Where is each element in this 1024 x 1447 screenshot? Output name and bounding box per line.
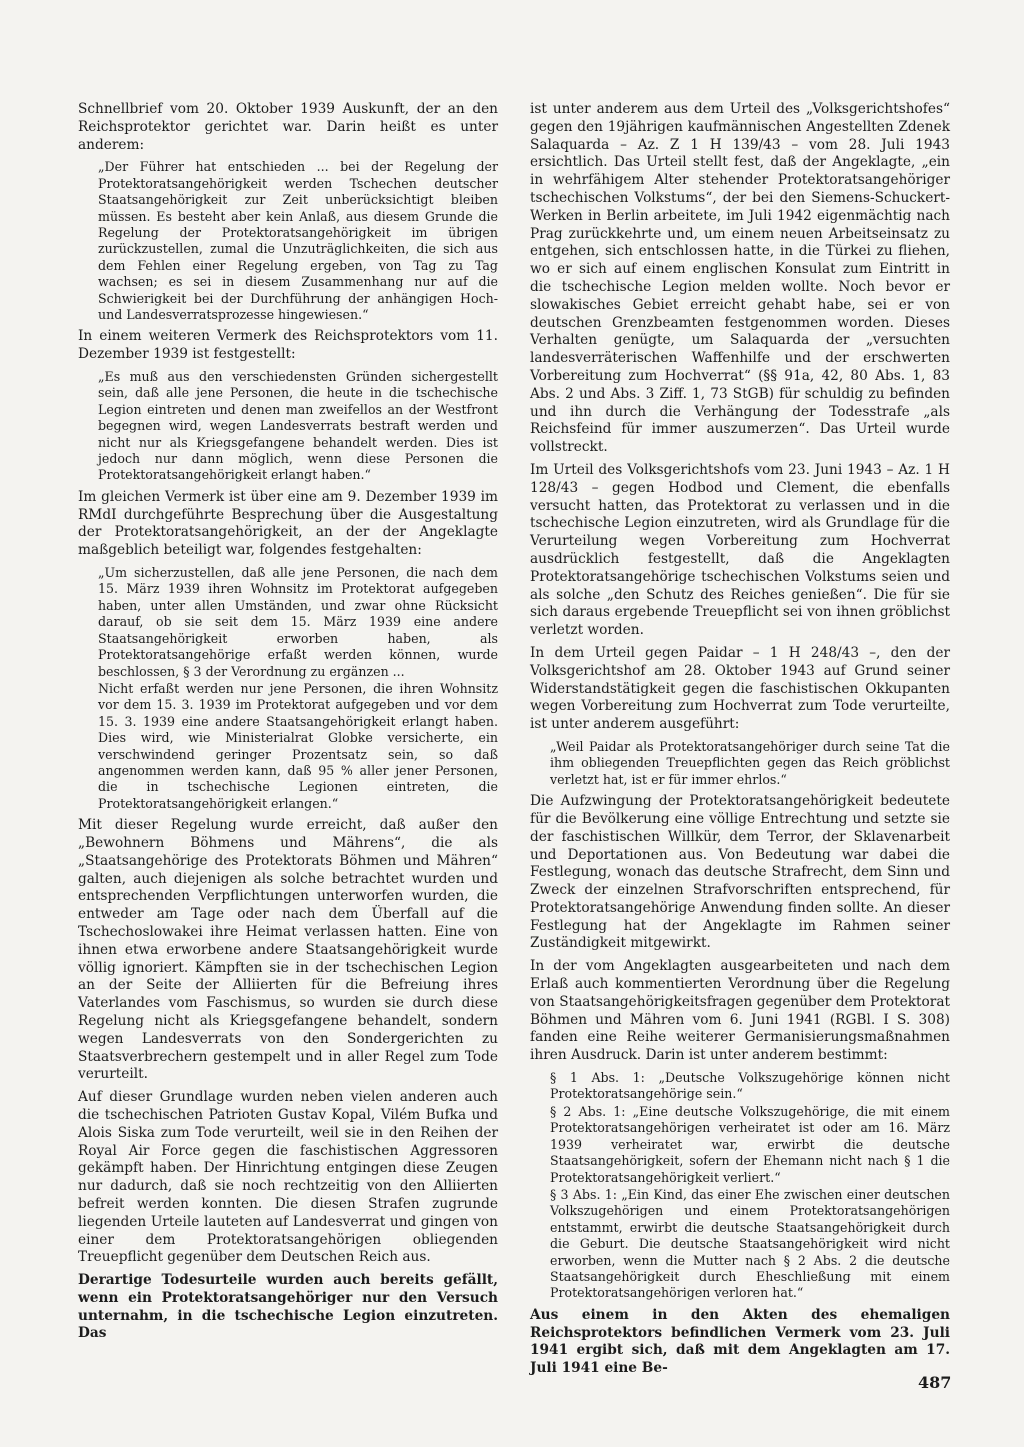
left-column [78, 101, 498, 1348]
block-quote: § 3 Abs. 1: „Ein Kind, das einer Ehe zwischen einer deutschen Volkszugehörigen und einem Protektoratsangehörigen entstammt, erwirbt die deutsche Staatsangehörigkeit durch die Geburt. Die deutsche Staatsangehörigkeit wird nicht erworben, wenn die Mutter nach § 2 Abs. 2 die deutsche Staatsangehörigkeit durch Eheschließung mit einem Protektoratsangehörigen verloren hat.“ [550, 1186, 950, 1301]
block-quote: Nicht erfaßt werden nur jene Personen, die ihren Wohnsitz vor dem 15. 3. 1939 im Protektorat aufgegeben und vor dem 15. 3. 1939 eine andere Staatsangehörigkeit erlangt haben. Dies wird, wie Ministerialrat Globke versicherte, ein verschwindend geringer Prozentsatz sein, so daß angenommen werden kann, daß 95 % aller jener Personen, die in tschechische Legionen eintreten, die Protektoratsangehörigkeit erlangen.“ [98, 680, 498, 811]
paragraph: In dem Urteil gegen Paidar – 1 H 248/43 –, den der Volksgerichtshof am 28. Oktober 1943 auf Grund seiner Widerstandstätigkeit gegen die faschistischen Okkupanten wegen Vorbereitung zum Hochverrat zum Tode verurteilte, ist unter anderem ausgeführt: [530, 644, 950, 733]
paragraph-bold: Aus einem in den Akten des ehemaligen Reichsprotektors befindlichen Vermerk vom 23. Juli 1941 ergibt sich, daß mit dem Angeklagten am 17. Juli 1941 eine Be- [530, 1306, 950, 1377]
paragraph: In der vom Angeklagten ausgearbeiteten und nach dem Erlaß auch kommentierten Verordnung über die Regelung von Staatsangehörigkeitsfragen gegenüber dem Protektorat Böhmen und Mähren vom 6. Juni 1941 (RGBl. I S. 308) fanden eine Reihe weiterer Germanisierungsmaßnahmen ihren Ausdruck. Darin ist unter anderem bestimmt: [530, 958, 950, 1064]
block-quote: „Der Führer hat entschieden ... bei der Regelung der Protektoratsangehörigkeit werden Tschechen deutscher Staatsangehörigkeit zur Zeit unberücksichtigt bleiben müssen. Es besteht aber kein Anlaß, aus diesem Grunde die Regelung der Protektoratsangehörigkeit im übrigen zurückzustellen, zumal die Unzuträglichkeiten, die sich aus dem Fehlen einer Regelung ergeben, von Tag zu Tag wachsen; es sei in diesem Zusammenhang nur auf die Schwierigkeit bei der Durchführung der anhängigen Hoch- und Landesverratsprozesse hingewiesen.“ [98, 159, 498, 323]
block-quote: § 2 Abs. 1: „Eine deutsche Volkszugehörige, die mit einem Protektoratsangehörigen verheiratet ist oder am 16. März 1939 verheiratet war, erwirbt die deutsche Staatsangehörigkeit, sofern der Ehemann nicht nach § 1 die Protektoratsangehörigkeit verliert.“ [550, 1103, 950, 1185]
paragraph: Schnellbrief vom 20. Oktober 1939 Auskunft, der an den Reichsprotektor gerichtet war. Darin heißt es unter anderem: [78, 101, 498, 153]
paragraph: In einem weiteren Vermerk des Reichsprotektors vom 11. Dezember 1939 ist festgestellt: [78, 328, 498, 363]
paragraph: Im Urteil des Volksgerichtshofs vom 23. Juni 1943 – Az. 1 H 128/43 – gegen Hodbod und Clement, die ebenfalls versucht hatten, das Protektorat zu verlassen und in die tschechische Legion einzutreten, wird als Grundlage für die Verurteilung wegen Vorbereitung zum Hochverrat ausdrücklich festgestellt, daß die Angeklagten Protektoratsangehörige tschechischen Volkstums seien und als solche „den Schutz des Reiches genießen“. Die für sie sich daraus ergebende Treuepflicht sei von ihnen gröblichst verletzt worden. [530, 461, 950, 639]
block-quote: „Es muß aus den verschiedensten Gründen sichergestellt sein, daß alle jene Personen, die heute in die tschechische Legion eintreten und denen man zweifellos an der Westfront begegnen wird, wegen Landesverrats bestraft werden und nicht nur als Kriegsgefangene behandelt werden. Dies ist jedoch nur dann möglich, wenn diese Personen die Protektoratsangehörigkeit erlangt haben.“ [98, 369, 498, 483]
right-column [530, 101, 950, 1383]
block-quote: „Weil Paidar als Protektoratsangehöriger durch seine Tat die ihm obliegenden Treuepflichten gegen das Reich gröblichst verletzt hat, ist er für immer ehrlos.“ [550, 738, 950, 787]
page-number: 487 [918, 1373, 952, 1392]
paragraph: Auf dieser Grundlage wurden neben vielen anderen auch die tschechischen Patrioten Gustav Kopal, Vilém Bufka und Alois Siska zum Tode verurteilt, weil sie in den Reihen der Royal Air Force gegen die faschistischen Aggressoren gekämpft haben. Der Hinrichtung entgingen diese Zeugen nur dadurch, daß sie noch rechtzeitig von den Alliierten befreit werden konnten. Die diesen Strafen zugrunde liegenden Urteile lauteten auf Landesverrat und gingen von einer dem Protektoratsangehörigen obliegenden Treuepflicht gegenüber dem Deutschen Reich aus. [78, 1089, 498, 1266]
paragraph: Im gleichen Vermerk ist über eine am 9. Dezember 1939 im RMdI durchgeführte Besprechung über die Ausgestaltung der Protektoratsangehörigkeit, an der der Angeklagte maßgeblich beteiligt war, folgendes festgehalten: [78, 488, 498, 559]
paragraph: Die Aufzwingung der Protektoratsangehörigkeit bedeutete für die Bevölkerung eine völlige Entrechtung und setzte sie der faschistischen Willkür, dem Terror, der Sklavenarbeit und Deportationen aus. Von Bedeutung war dabei die Festlegung, wonach das deutsche Strafrecht, dem Sinn und Zweck der einzelnen Strafvorschriften entsprechend, für Protektoratsangehörige Anwendung finden sollte. An dieser Festlegung hat der Angeklagte im Rahmen seiner Zuständigkeit mitgewirkt. [530, 793, 950, 952]
block-quote: „Um sicherzustellen, daß alle jene Personen, die nach dem 15. März 1939 ihren Wohnsitz im Protektorat aufgegeben haben, unter allen Umständen, und zwar ohne Rücksicht darauf, ob sie seit dem 15. März 1939 eine andere Staatsangehörigkeit erworben haben, als Protektoratsangehörige erfaßt werden können, wurde beschlossen, § 3 der Verordnung zu ergänzen ... [98, 565, 498, 679]
paragraph: Mit dieser Regelung wurde erreicht, daß außer den „Bewohnern Böhmens und Mährens“, die als „Staatsangehörige des Protektorats Böhmen und Mähren“ galten, auch diejenigen als solche betrachtet wurden und entsprechenden Verpflichtungen unterworfen wurden, die entweder am Tage oder nach dem Überfall auf die Tschechoslowakei ihre Heimat verlassen hatten. Eine von ihnen etwa erworbene andere Staatsangehörigkeit wurde völlig ignoriert. Kämpften sie in der tschechischen Legion an der Seite der Alliierten für die Befreiung ihres Vaterlandes vom Faschismus, so wurden sie durch diese Regelung nicht als Kriegsgefangene behandelt, sondern wegen Landesverrats von den Sondergerichten zu Staatsverbrechern gestempelt und in aller Regel zum Tode verurteilt. [78, 817, 498, 1083]
paragraph: ist unter anderem aus dem Urteil des „Volksgerichtshofes“ gegen den 19jährigen kaufmännischen Angestellten Zdenek Salaquarda – Az. Z 1 H 139/43 – vom 28. Juli 1943 ersichtlich. Das Urteil stellt fest, daß der Angeklagte, „ein in wehrfähigem Alter stehender Protektoratsangehöriger tschechischen Volkstums“, der bei den Siemens-Schuckert-Werken in Berlin arbeitete, im Juli 1942 eigenmächtig nach Prag zurückkehrte und, um einem neuen Arbeitseinsatz zu entgehen, sich entschlossen hatte, in die Türkei zu fliehen, wo er sich auf einem englischen Konsulat zum Eintritt in die tschechische Legion melden wollte. Noch bevor er slowakisches Gebiet erreicht gehabt habe, sei er von deutschen Grenzbeamten festgenommen worden. Dieses Verhalten genügte, um Salaquarda der „versuchten landesverräterischen Waffenhilfe und der erschwerten Vorbereitung zum Hochverrat“ (§§ 91a, 42, 80 Abs. 1, 83 Abs. 2 und Abs. 3 Ziff. 1, 73 StGB) für schuldig zu befinden und ihn durch die Verhängung der Todesstrafe „als Reichsfeind für immer auszumerzen“. Das Urteil wurde vollstreckt. [530, 101, 950, 456]
block-quote: § 1 Abs. 1: „Deutsche Volkszugehörige können nicht Protektoratsangehörige sein.“ [550, 1070, 950, 1102]
paragraph-bold: Derartige Todesurteile wurden auch bereits gefällt, wenn ein Protektoratsangehöriger nur den Versuch unternahm, in die tschechische Legion einzutreten. Das [78, 1272, 498, 1342]
